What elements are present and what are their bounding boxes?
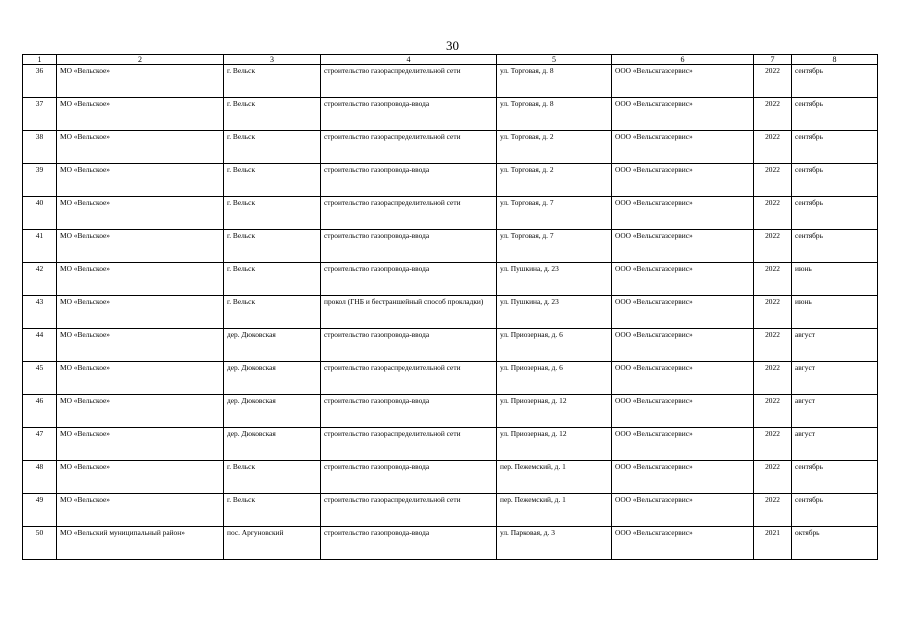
month-cell: октябрь [792,527,878,560]
table-row [23,362,878,395]
address-cell: ул. Торговая, д. 2 [497,164,612,197]
row-number: 39 [23,164,57,197]
column-header: 1 [23,55,57,65]
table-row [23,296,878,329]
year-cell: 2022 [754,461,792,494]
month-cell: июнь [792,296,878,329]
work-type-cell: строительство газораспределительной сети [321,131,497,164]
locality-cell: дер. Дюковская [224,395,321,428]
municipality-cell: МО «Вельское» [57,329,224,362]
year-cell: 2022 [754,362,792,395]
locality-cell: г. Вельск [224,230,321,263]
municipality-cell: МО «Вельское» [57,263,224,296]
row-number: 47 [23,428,57,461]
column-header: 3 [224,55,321,65]
organization-cell: ООО «Вельскгазсервис» [612,329,754,362]
work-type-cell: прокол (ГНБ и бестраншейный способ прокладки) [321,296,497,329]
table-row [23,527,878,560]
organization-cell: ООО «Вельскгазсервис» [612,296,754,329]
column-number-header [23,55,878,65]
row-number: 46 [23,395,57,428]
address-cell: пер. Пежемский, д. 1 [497,461,612,494]
locality-cell: г. Вельск [224,98,321,131]
row-number: 43 [23,296,57,329]
month-cell: август [792,329,878,362]
work-type-cell: строительство газораспределительной сети [321,65,497,98]
month-cell: сентябрь [792,98,878,131]
municipality-cell: МО «Вельское» [57,428,224,461]
address-cell: ул. Приозерная, д. 6 [497,329,612,362]
table-row [23,65,878,98]
municipality-cell: МО «Вельский муниципальный район» [57,527,224,560]
year-cell: 2022 [754,296,792,329]
month-cell: август [792,362,878,395]
month-cell: август [792,395,878,428]
organization-cell: ООО «Вельскгазсервис» [612,197,754,230]
work-type-cell: строительство газопровода-ввода [321,98,497,131]
year-cell: 2022 [754,164,792,197]
address-cell: ул. Парковая, д. 3 [497,527,612,560]
year-cell: 2022 [754,98,792,131]
work-type-cell: строительство газораспределительной сети [321,428,497,461]
year-cell: 2022 [754,131,792,164]
work-type-cell: строительство газопровода-ввода [321,329,497,362]
year-cell: 2022 [754,65,792,98]
row-number: 40 [23,197,57,230]
row-number: 42 [23,263,57,296]
column-header: 4 [321,55,497,65]
column-header: 8 [792,55,878,65]
municipality-cell: МО «Вельское» [57,230,224,263]
organization-cell: ООО «Вельскгазсервис» [612,98,754,131]
address-cell: ул. Торговая, д. 7 [497,197,612,230]
year-cell: 2021 [754,527,792,560]
locality-cell: г. Вельск [224,296,321,329]
work-type-cell: строительство газопровода-ввода [321,164,497,197]
organization-cell: ООО «Вельскгазсервис» [612,428,754,461]
locality-cell: пос. Аргуновский [224,527,321,560]
table-row [23,461,878,494]
month-cell: сентябрь [792,197,878,230]
table-row [23,131,878,164]
municipality-cell: МО «Вельское» [57,395,224,428]
organization-cell: ООО «Вельскгазсервис» [612,395,754,428]
year-cell: 2022 [754,428,792,461]
municipality-cell: МО «Вельское» [57,362,224,395]
month-cell: сентябрь [792,230,878,263]
address-cell: ул. Торговая, д. 2 [497,131,612,164]
municipality-cell: МО «Вельское» [57,461,224,494]
address-cell: пер. Пежемский, д. 1 [497,494,612,527]
table-row [23,263,878,296]
municipality-cell: МО «Вельское» [57,98,224,131]
table-row [23,197,878,230]
municipality-cell: МО «Вельское» [57,197,224,230]
organization-cell: ООО «Вельскгазсервис» [612,527,754,560]
row-number: 37 [23,98,57,131]
table-row [23,428,878,461]
work-type-cell: строительство газопровода-ввода [321,263,497,296]
work-type-cell: строительство газопровода-ввода [321,527,497,560]
locality-cell: г. Вельск [224,461,321,494]
work-type-cell: строительство газораспределительной сети [321,494,497,527]
organization-cell: ООО «Вельскгазсервис» [612,230,754,263]
table-row [23,230,878,263]
municipality-cell: МО «Вельское» [57,164,224,197]
organization-cell: ООО «Вельскгазсервис» [612,65,754,98]
year-cell: 2022 [754,329,792,362]
organization-cell: ООО «Вельскгазсервис» [612,461,754,494]
address-cell: ул. Пушкина, д. 23 [497,263,612,296]
municipality-cell: МО «Вельское» [57,131,224,164]
organization-cell: ООО «Вельскгазсервис» [612,131,754,164]
work-type-cell: строительство газораспределительной сети [321,362,497,395]
schedule-table [22,54,878,560]
address-cell: ул. Приозерная, д. 6 [497,362,612,395]
row-number: 36 [23,65,57,98]
month-cell: сентябрь [792,494,878,527]
year-cell: 2022 [754,197,792,230]
organization-cell: ООО «Вельскгазсервис» [612,164,754,197]
row-number: 44 [23,329,57,362]
locality-cell: дер. Дюковская [224,329,321,362]
row-number: 49 [23,494,57,527]
month-cell: сентябрь [792,164,878,197]
municipality-cell: МО «Вельское» [57,494,224,527]
work-type-cell: строительство газопровода-ввода [321,395,497,428]
column-header: 7 [754,55,792,65]
organization-cell: ООО «Вельскгазсервис» [612,263,754,296]
row-number: 48 [23,461,57,494]
column-header: 5 [497,55,612,65]
locality-cell: г. Вельск [224,494,321,527]
work-type-cell: строительство газопровода-ввода [321,461,497,494]
table-row [23,395,878,428]
year-cell: 2022 [754,230,792,263]
locality-cell: г. Вельск [224,131,321,164]
table-row [23,164,878,197]
work-type-cell: строительство газораспределительной сети [321,197,497,230]
month-cell: июнь [792,263,878,296]
row-number: 41 [23,230,57,263]
locality-cell: г. Вельск [224,263,321,296]
year-cell: 2022 [754,494,792,527]
municipality-cell: МО «Вельское» [57,296,224,329]
locality-cell: г. Вельск [224,65,321,98]
row-number: 50 [23,527,57,560]
month-cell: август [792,428,878,461]
column-header: 2 [57,55,224,65]
address-cell: ул. Торговая, д. 8 [497,98,612,131]
table-row [23,494,878,527]
locality-cell: г. Вельск [224,164,321,197]
address-cell: ул. Торговая, д. 8 [497,65,612,98]
month-cell: сентябрь [792,65,878,98]
address-cell: ул. Пушкина, д. 23 [497,296,612,329]
locality-cell: дер. Дюковская [224,362,321,395]
month-cell: сентябрь [792,131,878,164]
work-type-cell: строительство газопровода-ввода [321,230,497,263]
row-number: 45 [23,362,57,395]
year-cell: 2022 [754,263,792,296]
year-cell: 2022 [754,395,792,428]
month-cell: сентябрь [792,461,878,494]
table-row [23,98,878,131]
row-number: 38 [23,131,57,164]
municipality-cell: МО «Вельское» [57,65,224,98]
locality-cell: г. Вельск [224,197,321,230]
column-header: 6 [612,55,754,65]
page-number: 30 [446,38,459,53]
organization-cell: ООО «Вельскгазсервис» [612,494,754,527]
address-cell: ул. Приозерная, д. 12 [497,395,612,428]
address-cell: ул. Приозерная, д. 12 [497,428,612,461]
address-cell: ул. Торговая, д. 7 [497,230,612,263]
locality-cell: дер. Дюковская [224,428,321,461]
table-row [23,329,878,362]
organization-cell: ООО «Вельскгазсервис» [612,362,754,395]
